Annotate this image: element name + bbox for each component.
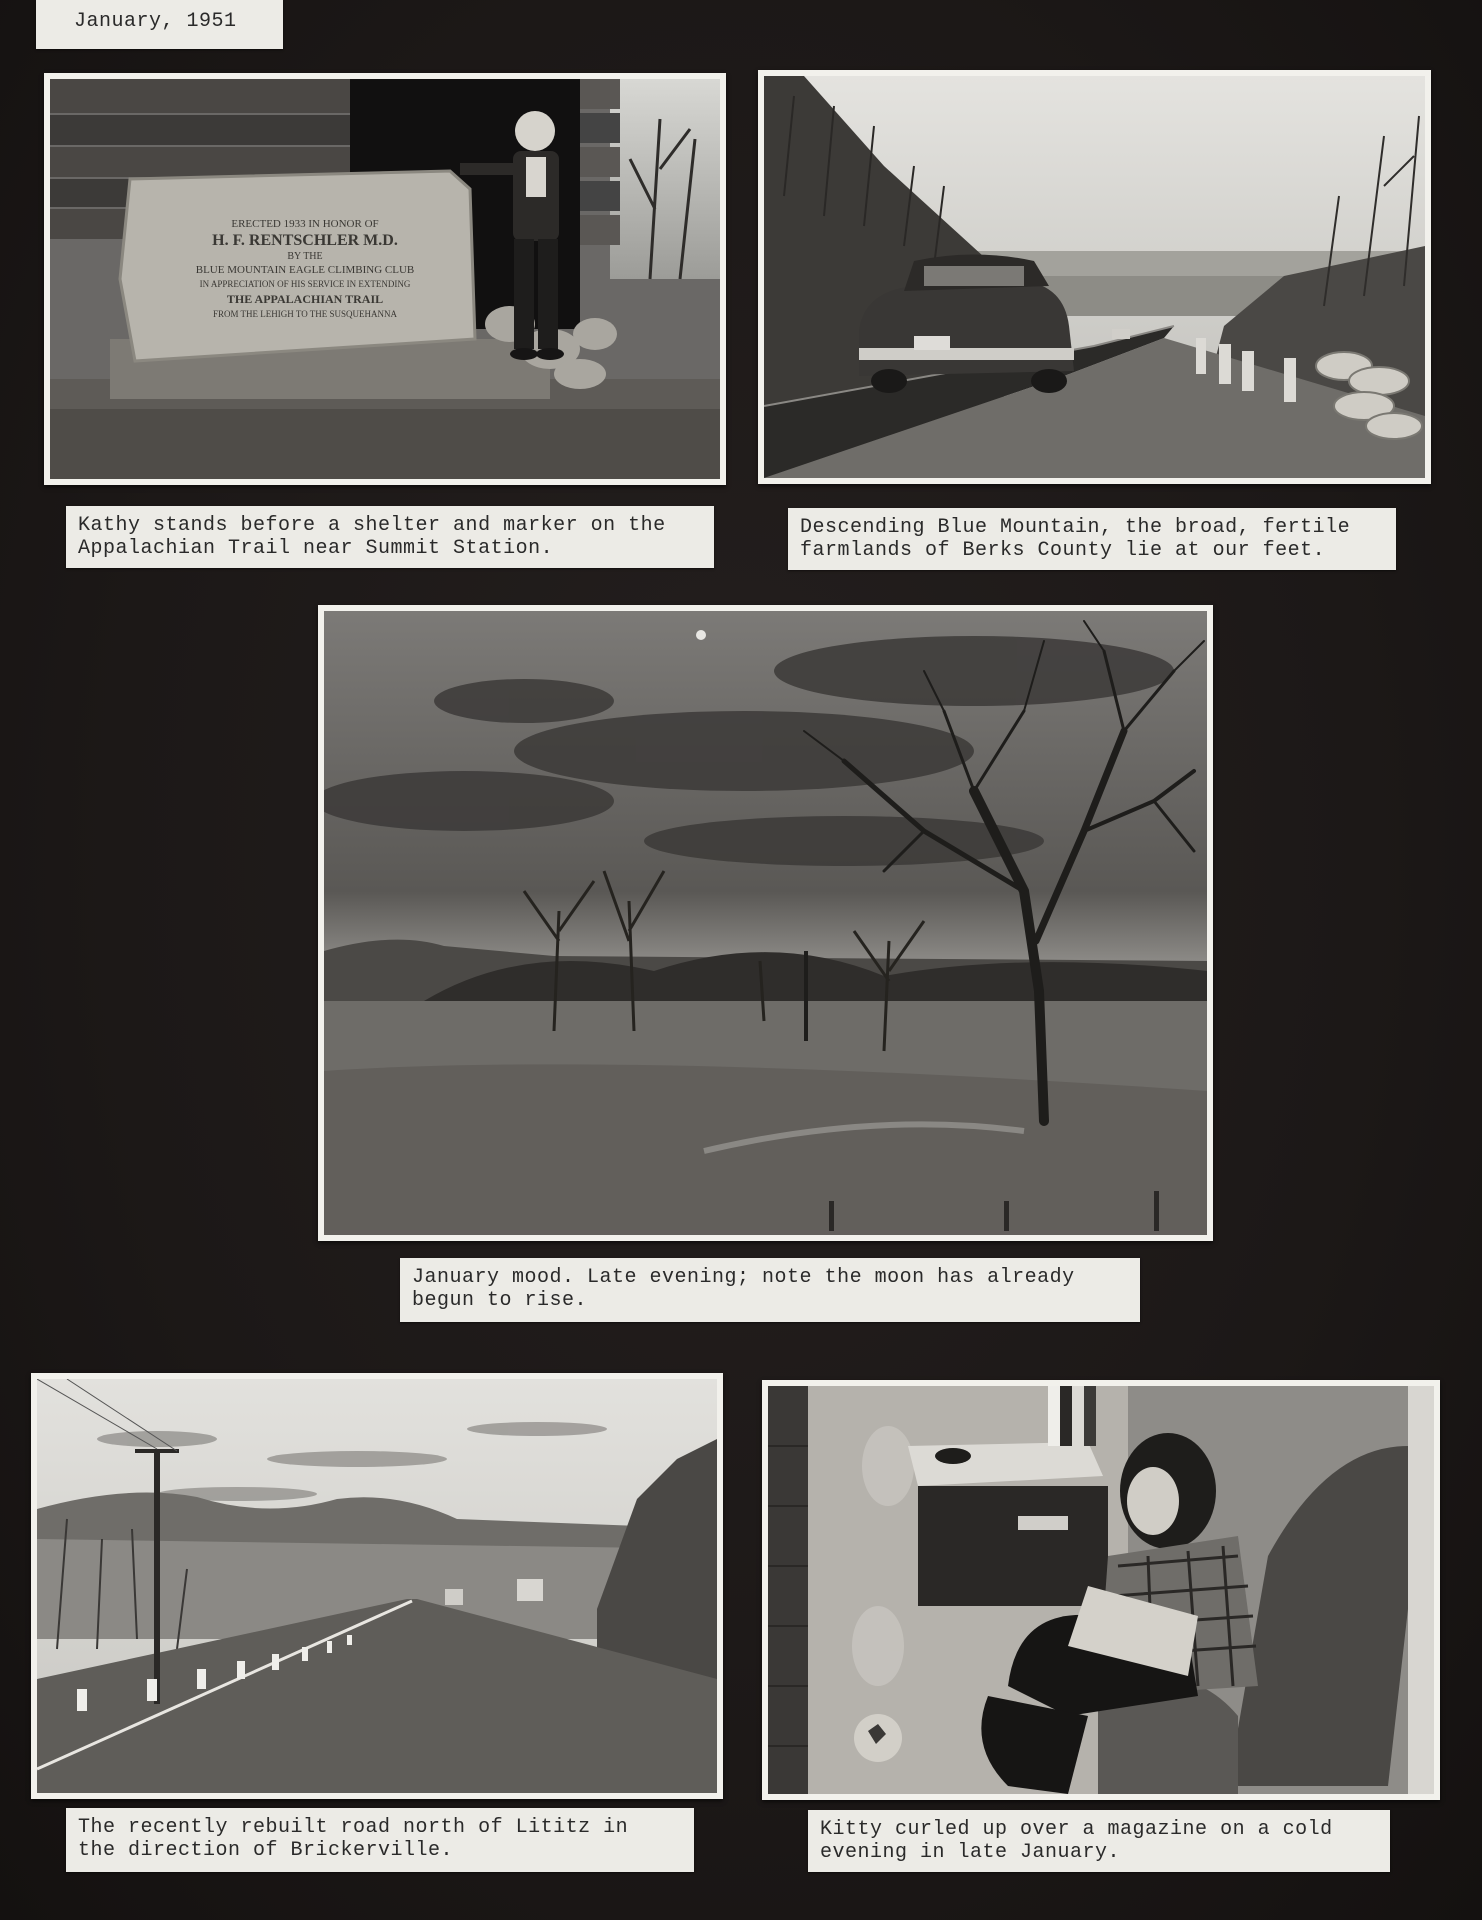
date-label: January, 1951 [36,0,283,49]
plaque-line-1: ERECTED 1933 IN HONOR OF [231,218,379,230]
evening-landscape-scene [324,611,1207,1235]
caption-descending: Descending Blue Mountain, the broad, fertile farmlands of Berks County lie at our feet. [788,508,1396,570]
plaque-line-5: IN APPRECIATION OF HIS SERVICE IN EXTENDING [199,279,411,289]
shelter-scene [50,79,720,479]
plaque-line-3: BY THE [287,251,323,262]
road-scene [37,1379,717,1793]
caption-kitty: Kitty curled up over a magazine on a cold evening in late January. [808,1810,1390,1872]
photo-shelter-marker [44,73,726,485]
plaque-line-4: BLUE MOUNTAIN EAGLE CLIMBING CLUB [195,264,415,276]
photo-descending-mountain [758,70,1431,484]
photo-kitty-magazine [762,1380,1440,1800]
moon-icon [696,630,706,640]
photo-rebuilt-road [31,1373,723,1799]
plaque-line-2: H. F. RENTSCHLER M.D. [212,232,398,249]
reading-scene [768,1386,1434,1794]
mountain-road-scene [764,76,1425,478]
plaque-line-6: THE APPALACHIAN TRAIL [226,292,384,306]
photo-january-mood [318,605,1213,1241]
plaque-line-7: FROM THE LEHIGH TO THE SUSQUEHANNA [212,309,398,319]
caption-mood: January mood. Late evening; note the moon has already begun to rise. [400,1258,1140,1322]
caption-shelter: Kathy stands before a shelter and marker on the Appalachian Trail near Summit Station. [66,506,714,568]
caption-road: The recently rebuilt road north of Lititz in the direction of Brickerville. [66,1808,694,1872]
